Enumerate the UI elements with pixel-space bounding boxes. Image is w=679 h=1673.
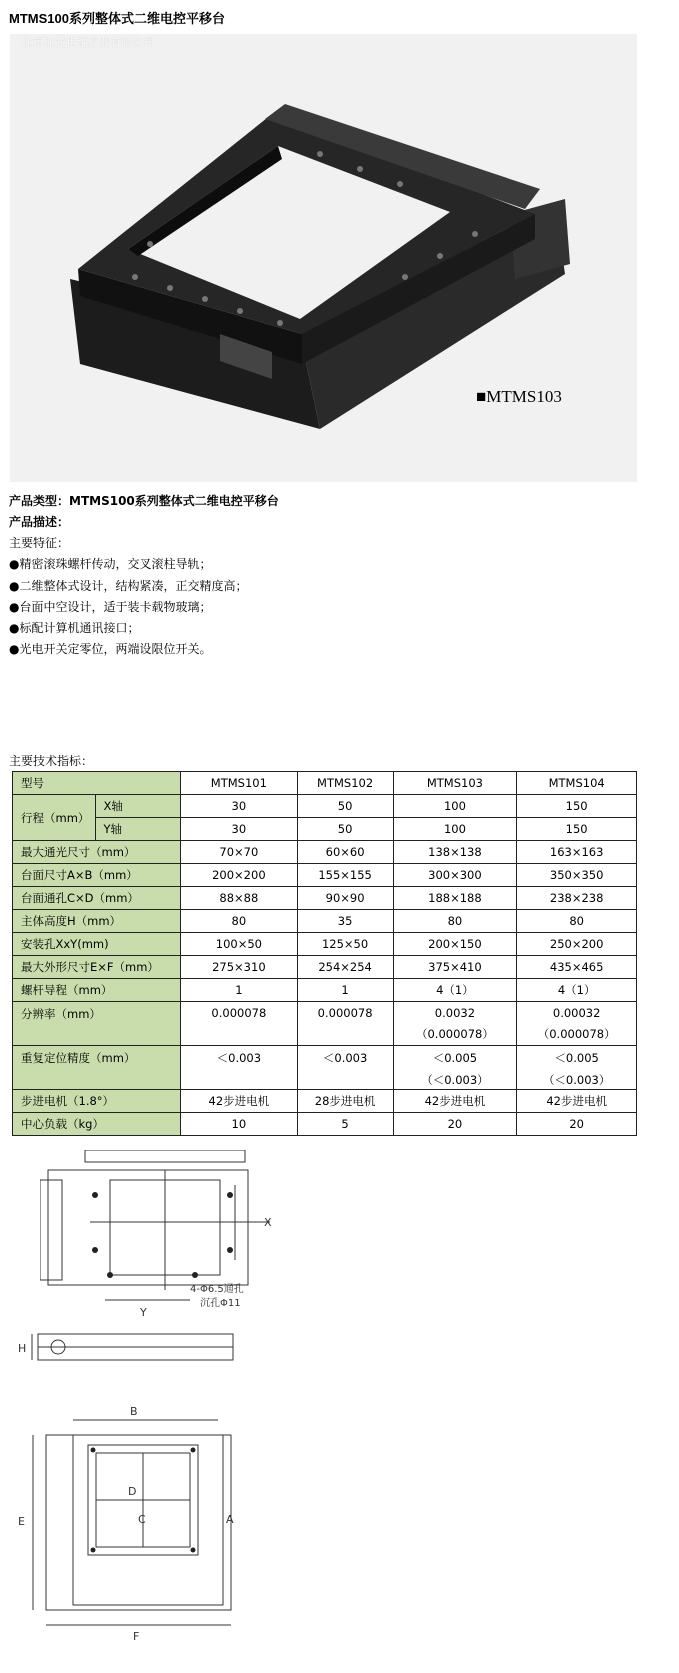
table-header-cell: MTMS104 <box>517 772 637 795</box>
table-cell: 20 <box>517 1113 637 1136</box>
table-cell: 42步进电机 <box>517 1090 637 1113</box>
table-cell: 台面尺寸A×B（mm） <box>13 864 181 887</box>
table-header-row <box>13 772 637 795</box>
table-cell: 60×60 <box>297 841 393 864</box>
b-dim-label: B <box>130 1405 138 1418</box>
product-type <box>9 492 279 509</box>
table-cell: 375×410 <box>393 956 517 979</box>
table-cell: 435×465 <box>517 956 637 979</box>
h-dim-label: H <box>18 1342 27 1355</box>
table-row <box>13 1002 637 1046</box>
table-cell: 台面通孔C×D（mm） <box>13 887 181 910</box>
table-cell: 0.00032 （0.000078） <box>517 1002 637 1046</box>
a-dim-label: A <box>226 1513 234 1526</box>
spec-table <box>12 771 637 1136</box>
table-cell: 50 <box>297 795 393 818</box>
c-dim-label: C <box>138 1513 146 1526</box>
feature-item: ●二维整体式设计，结构紧凑，正交精度高； <box>9 579 248 593</box>
table-cell: 238×238 <box>517 887 637 910</box>
table-cell: 188×188 <box>393 887 517 910</box>
table-cell: 步进电机（1.8°） <box>13 1090 181 1113</box>
d-dim-label: D <box>128 1485 137 1498</box>
table-cell: 4（1） <box>393 979 517 1002</box>
table-cell: 80 <box>181 910 298 933</box>
table-cell: 125×50 <box>297 933 393 956</box>
table-cell: 150 <box>517 818 637 841</box>
table-cell: 42步进电机 <box>393 1090 517 1113</box>
spec-title: 主要技术指标： <box>9 754 94 768</box>
drawing-side-view <box>18 1328 248 1382</box>
stage-illustration <box>10 34 637 482</box>
table-cell: Y轴 <box>95 818 181 841</box>
table-cell: 主体高度H（mm） <box>13 910 181 933</box>
table-cell: 28步进电机 <box>297 1090 393 1113</box>
table-cell: 90×90 <box>297 887 393 910</box>
table-cell: 0.0032 （0.000078） <box>393 1002 517 1046</box>
table-cell: 350×350 <box>517 864 637 887</box>
table-row <box>13 818 637 841</box>
table-header-cell: MTMS103 <box>393 772 517 795</box>
table-cell: 200×200 <box>181 864 298 887</box>
page-title: MTMS100系列整体式二维电控平移台 <box>9 11 225 26</box>
table-row <box>13 1113 637 1136</box>
table-cell: 250×200 <box>517 933 637 956</box>
table-cell: 254×254 <box>297 956 393 979</box>
table-cell: 10 <box>181 1113 298 1136</box>
table-cell: 300×300 <box>393 864 517 887</box>
table-row <box>13 887 637 910</box>
table-cell: 行程（mm） <box>13 795 96 841</box>
table-cell: ＜0.003 <box>181 1046 298 1090</box>
hole-note-2: 沉孔Φ11 <box>200 1298 241 1309</box>
table-cell: 150 <box>517 795 637 818</box>
table-cell: ＜0.005 （＜0.003） <box>517 1046 637 1090</box>
table-cell: 100 <box>393 795 517 818</box>
table-cell: 42步进电机 <box>181 1090 298 1113</box>
table-header-cell: MTMS102 <box>297 772 393 795</box>
table-cell: 20 <box>393 1113 517 1136</box>
table-cell: 70×70 <box>181 841 298 864</box>
table-row <box>13 841 637 864</box>
table-row <box>13 864 637 887</box>
table-cell: 30 <box>181 795 298 818</box>
hole-note-1: 4-Φ6.5通孔 <box>190 1284 244 1295</box>
table-cell: ＜0.003 <box>297 1046 393 1090</box>
table-header-cell: MTMS101 <box>181 772 298 795</box>
table-row <box>13 979 637 1002</box>
type-value: MTMS100系列整体式二维电控平移台 <box>69 494 279 508</box>
e-dim-label: E <box>18 1515 25 1528</box>
table-cell: 100 <box>393 818 517 841</box>
table-cell: 0.000078 <box>297 1002 393 1046</box>
table-cell: ＜0.005 （＜0.003） <box>393 1046 517 1090</box>
table-cell: 138×138 <box>393 841 517 864</box>
features-label: 主要特征： <box>9 536 70 550</box>
table-cell: 螺杆导程（mm） <box>13 979 181 1002</box>
table-cell: 200×150 <box>393 933 517 956</box>
table-cell: 80 <box>393 910 517 933</box>
table-cell: 88×88 <box>181 887 298 910</box>
f-dim-label: F <box>133 1630 140 1643</box>
table-cell: 155×155 <box>297 864 393 887</box>
x-dim-label: X <box>264 1216 272 1229</box>
table-cell: 重复定位精度（mm） <box>13 1046 181 1090</box>
table-cell: 100×50 <box>181 933 298 956</box>
feature-item: ●台面中空设计，适于装卡载物玻璃； <box>9 600 212 614</box>
table-cell: 中心负载（kg） <box>13 1113 181 1136</box>
table-cell: 0.000078 <box>181 1002 298 1046</box>
table-row <box>13 910 637 933</box>
watermark: 北京北光世纪仪器有限公司 <box>22 36 154 49</box>
y-dim-label: Y <box>140 1306 147 1319</box>
type-label: 产品类型： <box>9 494 70 508</box>
product-photo <box>10 34 637 482</box>
table-cell: 1 <box>181 979 298 1002</box>
feature-item: ●精密滚珠螺杆传动，交叉滚柱导轨； <box>9 557 212 571</box>
feature-item: ●标配计算机通讯接口； <box>9 621 140 635</box>
table-cell: 50 <box>297 818 393 841</box>
table-cell: 5 <box>297 1113 393 1136</box>
table-header-cell: 型号 <box>13 772 181 795</box>
table-cell: 4（1） <box>517 979 637 1002</box>
table-row <box>13 1046 637 1090</box>
table-cell: 35 <box>297 910 393 933</box>
table-cell: 30 <box>181 818 298 841</box>
table-row <box>13 933 637 956</box>
table-cell: 1 <box>297 979 393 1002</box>
table-row <box>13 795 637 818</box>
table-row <box>13 1090 637 1113</box>
model-label: ■MTMS103 <box>476 387 562 406</box>
table-cell: X轴 <box>95 795 181 818</box>
drawing-plan-view <box>18 1395 248 1649</box>
feature-item: ●光电开关定零位，两端设限位开关。 <box>9 642 212 656</box>
table-cell: 分辨率（mm） <box>13 1002 181 1046</box>
table-cell: 最大通光尺寸（mm） <box>13 841 181 864</box>
table-cell: 最大外形尺寸E×F（mm） <box>13 956 181 979</box>
product-description-label: 产品描述： <box>9 515 70 529</box>
table-row <box>13 956 637 979</box>
drawing-top-view <box>40 1150 300 1334</box>
table-cell: 安装孔XxY(mm) <box>13 933 181 956</box>
table-cell: 275×310 <box>181 956 298 979</box>
table-cell: 80 <box>517 910 637 933</box>
table-cell: 163×163 <box>517 841 637 864</box>
